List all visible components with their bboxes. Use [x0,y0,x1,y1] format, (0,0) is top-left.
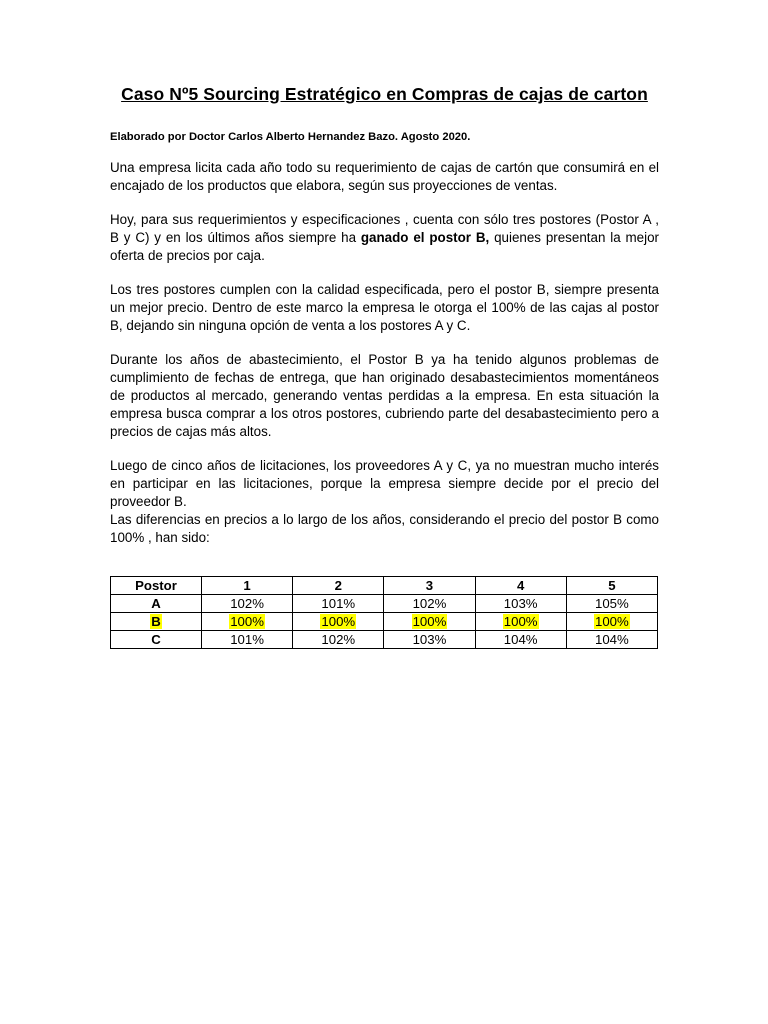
highlighted-text: 100% [412,614,447,629]
table-header-cell: 5 [566,577,657,595]
table-cell [566,613,657,631]
highlighted-text: 100% [321,614,356,629]
paragraph-5: Luego de cinco años de licitaciones, los proveedores A y C, ya no muestran mucho interés en participar en las licitaciones, porque la empresa siempre decide por el precio del proveedor B. [110,458,659,509]
table-cell: 102% [202,595,293,613]
author-line: Elaborado por Doctor Carlos Alberto Hernandez Bazo. Agosto 2020. [110,131,471,143]
document-title: Caso Nº5 Sourcing Estratégico en Compras de cajas de carton [121,84,648,104]
table-header-cell: 4 [475,577,566,595]
table-cell [475,613,566,631]
table-row-a [111,595,658,613]
table-cell: 102% [384,595,475,613]
paragraph-2 [110,211,659,265]
row-label-cell [111,613,202,631]
table-cell: 104% [566,631,657,649]
row-label-cell: A [111,595,202,613]
table-cell [202,613,293,631]
paragraph-1: Una empresa licita cada año todo su requerimiento de cajas de cartón que consumirá en el encajado de los productos que elabora, según sus proyecciones de ventas. [110,160,659,193]
highlighted-text: 100% [230,614,264,629]
row-label-cell: C [111,631,202,649]
table-cell [293,613,384,631]
paragraph-6: Las diferencias en precios a lo largo de los años, considerando el precio del postor B como 100% , han sido: [110,512,659,545]
table-cell: 103% [475,595,566,613]
table-header-cell: 2 [293,577,384,595]
table-header-row [111,577,658,595]
table-cell: 101% [293,595,384,613]
table-header-cell: Postor [111,577,202,595]
paragraph-3: Los tres postores cumplen con la calidad especificada, pero el postor B, siempre presenta un mejor precio. Dentro de este marco la empresa le otorga el 100% de las cajas al postor B, dejando sin ninguna opción de venta a los postores A y C. [110,282,659,333]
table-cell: 103% [384,631,475,649]
table-row-b [111,613,658,631]
paragraph-2-text-start: Hoy, para sus requerimientos y especificaciones , cuenta con sólo tres postores (Postor A , B y C) y en los últimos años siempre ha [110,212,659,245]
table-row-c [111,631,658,649]
paragraph-4: Durante los años de abastecimiento, el Postor B ya ha tenido algunos problemas de cumplimiento de fechas de entrega, que han originado desabastecimientos momentáneos de productos al mercado, generando ventas perdidas a la empresa. En esta situación la empresa busca comprar a los otros postores, cubriendo parte del desabastecimiento pero a precios de cajas más altos. [110,352,659,439]
table-cell: 104% [475,631,566,649]
document-page [110,84,659,547]
table-cell: 101% [202,631,293,649]
paragraph-2-text-end: quienes presentan la mejor oferta de precios por caja. [110,230,659,263]
table-header-cell: 1 [202,577,293,595]
table-cell: 105% [566,595,657,613]
paragraph-2-bold-text: ganado el postor B, [360,230,490,245]
table-cell [384,613,475,631]
highlighted-text: B [151,614,161,629]
table-header-cell: 3 [384,577,475,595]
highlighted-text: 100% [595,614,629,629]
price-table [110,576,658,649]
table-cell: 102% [293,631,384,649]
highlighted-text: 100% [503,614,538,629]
